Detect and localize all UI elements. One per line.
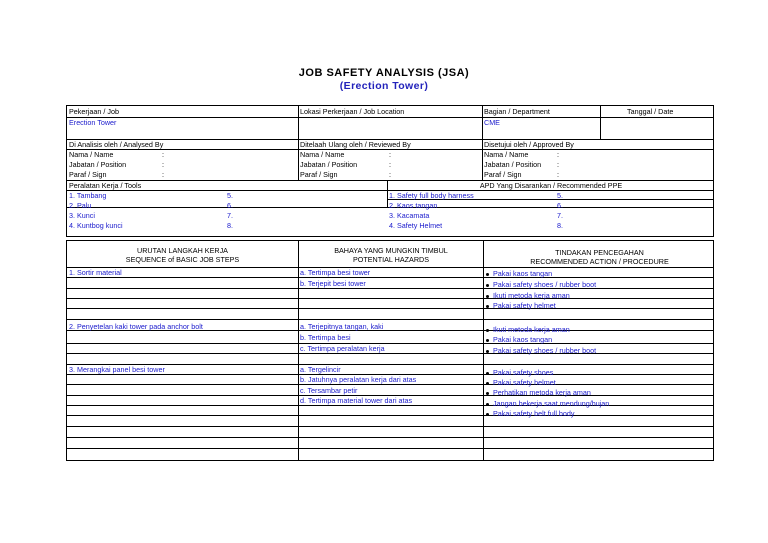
ppe-number-6: 6. [557,201,563,210]
reviewed-position-colon: : [389,160,391,169]
ppe-number-8: 8. [557,221,563,230]
analysed-sign-label: Paraf / Sign [69,170,107,179]
reviewed-position-label: Jabatan / Position [300,160,358,169]
step-1-action-1 [486,269,552,278]
col-hazards-subheader: POTENTIAL HAZARDS [352,255,429,264]
ppe-item-2: 2. Kaos tangan [389,201,438,210]
ppe-number-5: 5. [557,191,563,200]
step-3-hazard-d: d. Tertimpa material tower dari atas [300,396,413,405]
bullet-icon [486,382,489,385]
action-text: Jangan bekerja saat mendung/hujan [493,399,610,408]
col-steps-subheader: SEQUENCE of BASIC JOB STEPS [125,255,240,264]
reviewed-name-label: Nama / Name [300,150,345,159]
step-1-hazard-a: a. Tertimpa besi tower [300,268,371,277]
step-3-hazard-b: b. Jatuhnya peralatan kerja dari atas [300,375,417,384]
step-3-action-3 [486,388,591,397]
department-value: CME [484,118,500,127]
col-actions-header: TINDAKAN PENCEGAHAN [555,248,644,257]
tools-label: Peralatan Kerja / Tools [69,181,142,190]
analysed-by-label: Di Analisis oleh / Analysed By [69,140,164,149]
analysed-sign-colon: : [162,170,164,179]
action-text: Pakai kaos tangan [493,335,553,344]
action-text: Pakai safety helmet [493,378,556,387]
action-text: Pakai safety helmet [493,301,556,310]
action-text: Ikuti metoda kerja aman [493,325,570,334]
ppe-item-3: 3. Kacamata [389,211,430,220]
tool-item-1: 1. Tambang [69,191,107,200]
analysed-name-label: Nama / Name [69,150,114,159]
reviewed-sign-label: Paraf / Sign [300,170,338,179]
approved-sign-label: Paraf / Sign [484,170,522,179]
reviewed-name-colon: : [389,150,391,159]
bullet-icon [486,329,489,332]
analysed-position-colon: : [162,160,164,169]
action-text: Perhatikan metoda kerja aman [493,388,591,397]
step-1-hazard-b: b. Terjepit besi tower [300,279,366,288]
header-section [66,105,714,237]
ppe-label: APD Yang Disarankan / Recommended PPE [479,181,623,190]
approved-name-label: Nama / Name [484,150,529,159]
analysed-name-colon: : [162,150,164,159]
step-1-action-4 [486,301,556,310]
bullet-icon [486,305,489,308]
tool-item-4: 4. Kuntbog kunci [69,221,123,230]
bullet-icon [486,403,489,406]
approved-position-colon: : [557,160,559,169]
col-actions-subheader: RECOMMENDED ACTION / PROCEDURE [530,257,669,266]
step-1-action-3 [486,291,570,300]
bullet-icon [486,413,489,416]
document-title: JOB SAFETY ANALYSIS (JSA) [298,67,470,79]
bullet-icon [486,392,489,395]
step-3: 3. Merangkai panel besi tower [69,365,165,374]
step-2-hazard-b: b. Tertimpa besi [300,333,351,342]
step-3-hazard-a: a. Tergelincir [300,365,341,374]
reviewed-sign-colon: : [389,170,391,179]
approved-by-label: Disetujui oleh / Approved By [484,140,574,149]
step-3-action-5 [486,409,575,418]
step-2-hazard-a: a. Terjepitnya tangan, kaki [300,322,384,331]
step-3-action-4 [486,399,609,408]
action-text: Pakai kaos tangan [493,269,553,278]
tool-item-3: 3. Kunci [69,211,95,220]
action-text: Pakai safety shoes / rubber boot [493,280,597,289]
step-3-action-2 [486,378,556,387]
step-3-action-1 [486,368,553,377]
bullet-icon [486,295,489,298]
approved-sign-colon: : [557,170,559,179]
tool-number-7: 7. [227,211,233,220]
job-label: Pekerjaan / Job [69,107,119,116]
step-2-hazard-c: c. Tertimpa peralatan kerja [300,344,385,353]
step-2: 2. Penyetelan kaki tower pada anchor bolt [69,322,203,331]
approved-position-label: Jabatan / Position [484,160,542,169]
step-3-hazard-c: c. Tersambar petir [300,386,358,395]
tool-number-6: 6. [227,201,233,210]
col-steps-header: URUTAN LANGKAH KERJA [137,246,228,255]
jsa-table [66,240,714,461]
step-1-action-2 [486,280,596,289]
ppe-number-7: 7. [557,211,563,220]
action-text: Pakai safety belt full body [493,409,575,418]
step-2-action-3 [486,346,596,355]
bullet-icon [486,284,489,287]
location-label: Lokasi Perkerjaan / Job Location [300,107,405,116]
step-2-action-2 [486,335,552,344]
step-2-action-1 [486,325,570,334]
department-label: Bagian / Department [484,107,550,116]
ppe-item-4: 4. Safety Helmet [389,221,443,230]
action-text: Ikuti metoda kerja aman [493,291,570,300]
date-label: Tanggal / Date [627,107,674,116]
ppe-item-1: 1. Safety full body harness [389,191,474,200]
bullet-icon [486,350,489,353]
bullet-icon [486,273,489,276]
document-subtitle: (Erection Tower) [339,80,429,92]
bullet-icon [486,372,489,375]
tool-number-5: 5. [227,191,233,200]
approved-name-colon: : [557,150,559,159]
analysed-position-label: Jabatan / Position [69,160,127,169]
job-value: Erection Tower [69,118,117,127]
action-text: Pakai safety shoes / rubber boot [493,346,597,355]
action-text: Pakai safety shoes [493,368,554,377]
step-1: 1. Sortir material [69,268,122,277]
bullet-icon [486,339,489,342]
col-hazards-header: BAHAYA YANG MUNGKIN TIMBUL [334,246,448,255]
tool-number-8: 8. [227,221,233,230]
reviewed-by-label: Ditelaah Ulang oleh / Reviewed By [300,140,411,149]
tool-item-2: 2. Palu [69,201,92,210]
